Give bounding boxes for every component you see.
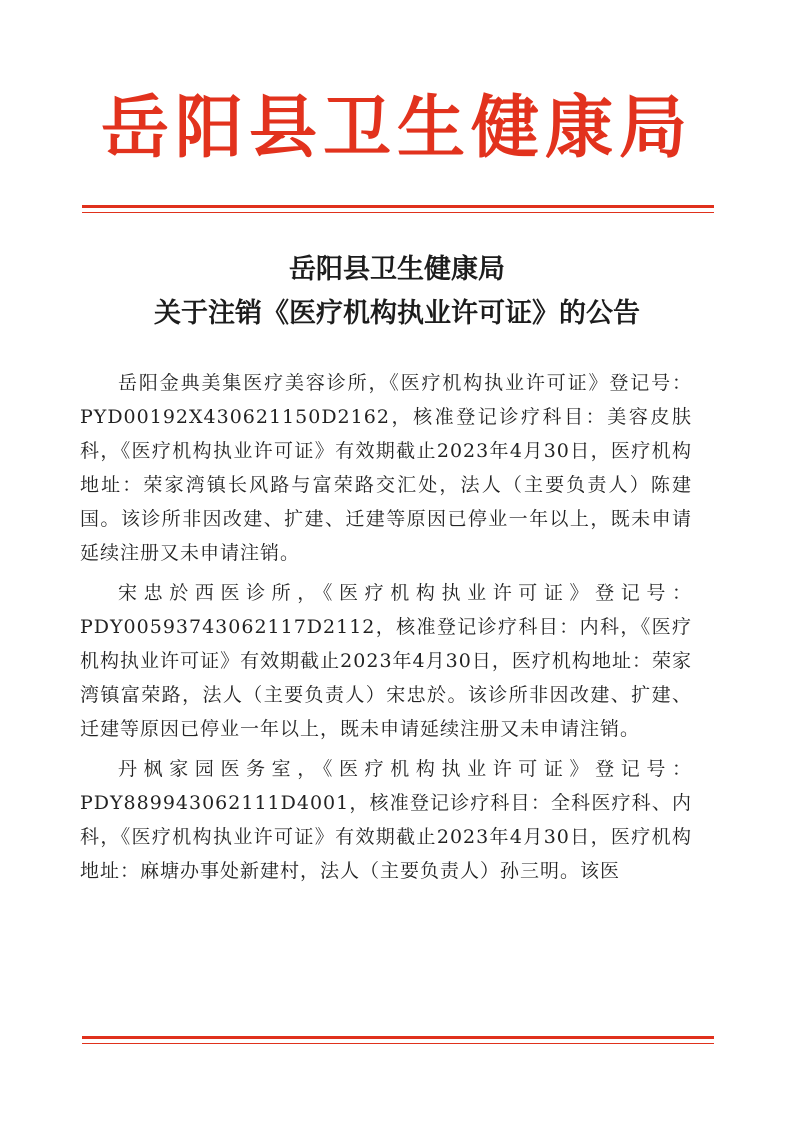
notice-paragraph-3: 丹枫家园医务室，《医疗机构执业许可证》登记号：PDY889943062111D4001，核准登记诊疗科目：全科医疗科、内科，《医疗机构执业许可证》有效期截止2023年4月30日，医疗机构地址：麻塘办事处新建村，法人（主要负责人）孙三明。该医: [80, 758, 692, 882]
notice-paragraph-1: 岳阳金典美集医疗美容诊所，《医疗机构执业许可证》登记号：PYD00192X430621150D2162，核准登记诊疗科目：美容皮肤科，《医疗机构执业许可证》有效期截止2023年4月30日，医疗机构地址：荣家湾镇长风路与富荣路交汇处，法人（主要负责人）陈建国。该诊所非因改建、扩建、迁建等原因已停业一年以上，既未申请延续注册又未申请注销。: [80, 372, 692, 564]
footer-divider-thin: [82, 1043, 714, 1044]
footer-divider-thick: [82, 1036, 714, 1039]
document-title-line-2: 关于注销《医疗机构执业许可证》的公告: [154, 298, 640, 329]
masthead-divider-thick: [82, 205, 714, 208]
document-title-line-1: 岳阳县卫生健康局: [289, 254, 505, 285]
document-body: [80, 366, 692, 888]
masthead-org-name: 岳阳县卫生健康局: [100, 88, 693, 168]
notice-paragraph-2: 宋忠於西医诊所，《医疗机构执业许可证》登记号：PDY00593743062117D2112，核准登记诊疗科目：内科，《医疗机构执业许可证》有效期截止2023年4月30日，医疗机构地址：荣家湾镇富荣路，法人（主要负责人）宋忠於。该诊所非因改建、扩建、迁建等原因已停业一年以上，既未申请延续注册又未申请注销。: [80, 582, 692, 740]
masthead-divider-thin: [82, 212, 714, 213]
